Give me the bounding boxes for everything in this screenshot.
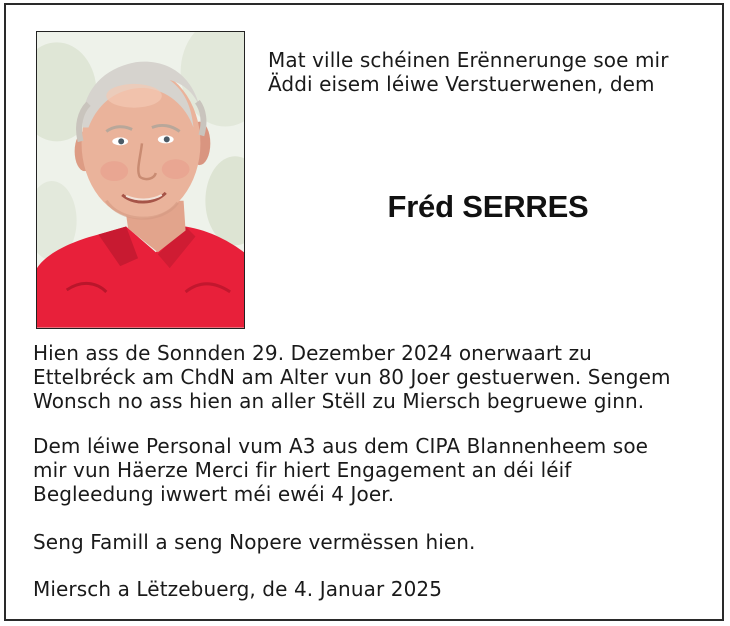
intro-line-1: Mat ville schéinen Erënnerunge soe mir — [268, 48, 669, 72]
deceased-portrait-photo — [36, 31, 245, 329]
thanks-line-3: Begleedung iwwert méi ewéi 4 Joer. — [33, 482, 395, 506]
death-notice-line-1: Hien ass de Sonnden 29. Dezember 2024 onerwaart zu — [33, 341, 592, 365]
thanks-line-2: mir vun Häerze Merci fir hiert Engagement an déi léif — [33, 458, 572, 482]
thanks-line-1: Dem léiwe Personal vum A3 aus dem CIPA Blannenheem soe — [33, 434, 649, 458]
intro-line-2: Äddi eisem léiwe Verstuerwenen, dem — [268, 72, 655, 96]
family-line: Seng Famill a seng Nopere vermëssen hien. — [33, 530, 476, 554]
death-notice-line-3: Wonsch no ass hien an aller Stëll zu Miersch begruewe ginn. — [33, 389, 645, 413]
deceased-name: Fréd SERRES — [387, 189, 589, 224]
place-date-line: Miersch a Lëtzebuerg, de 4. Januar 2025 — [33, 577, 443, 601]
death-notice-line-2: Ettelbréck am ChdN am Alter vun 80 Joer gestuerwen. Sengem — [33, 365, 671, 389]
